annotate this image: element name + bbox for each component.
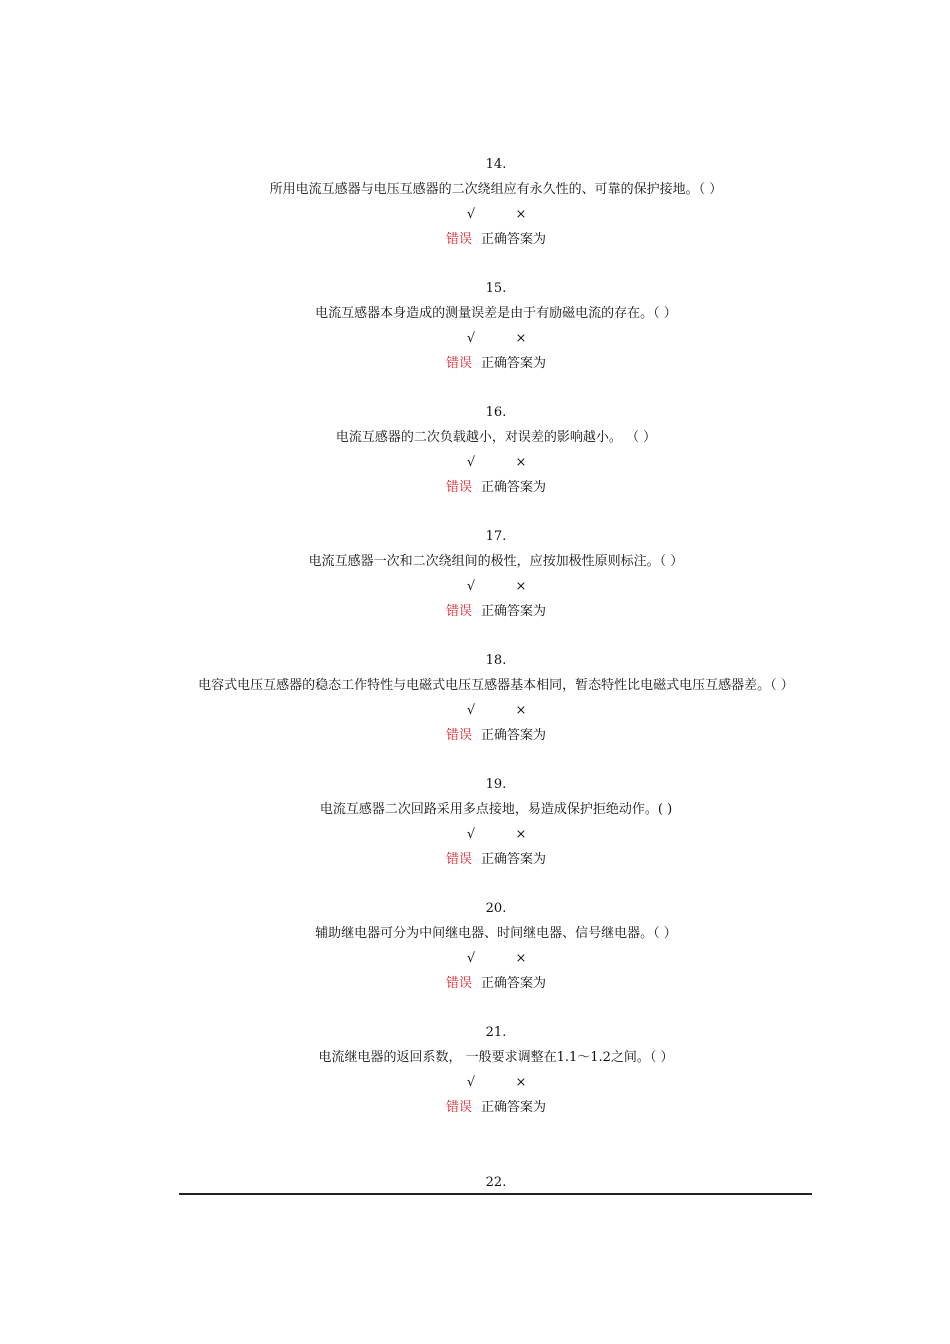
question-21: [180, 1020, 812, 1120]
question-text: 电流互感器的二次负载越小，对误差的影响越小。 （ ）: [335, 430, 657, 445]
wrong-label: 错误: [445, 976, 472, 991]
question-number: 16.: [485, 405, 507, 420]
question-number: 17.: [485, 529, 507, 544]
question-14: [180, 152, 812, 252]
question-text: 电容式电压互感器的稳态工作特性与电磁式电压互感器基本相同，暂态特性比电磁式电压互感器差。（ ）: [198, 678, 794, 693]
answer-options: [180, 450, 812, 475]
question-number: 18.: [485, 653, 507, 668]
question-18: [180, 648, 812, 748]
answer-options: [180, 574, 812, 599]
option-false[interactable]: ×: [515, 951, 527, 966]
option-false[interactable]: ×: [515, 579, 527, 594]
option-false[interactable]: ×: [515, 1075, 527, 1090]
page-footer-rule: [179, 1193, 812, 1195]
option-false[interactable]: ×: [515, 455, 527, 470]
option-false[interactable]: ×: [515, 331, 527, 346]
result-line: [180, 227, 812, 252]
question-text: 所用电流互感器与电压互感器的二次绕组应有永久性的、可靠的保护接地。（ ）: [269, 182, 723, 197]
result-line: [180, 351, 812, 376]
option-false[interactable]: ×: [515, 703, 527, 718]
question-number: 19.: [485, 777, 507, 792]
question-15: [180, 276, 812, 376]
result-line: [180, 475, 812, 500]
question-text: 辅助继电器可分为中间继电器、时间继电器、信号继电器。（ ）: [315, 926, 677, 941]
option-false[interactable]: ×: [515, 827, 527, 842]
question-number: 20.: [485, 901, 507, 916]
question-number: 21.: [485, 1025, 507, 1040]
result-line: [180, 723, 812, 748]
wrong-label: 错误: [445, 1100, 472, 1115]
result-line: [180, 599, 812, 624]
result-line: [180, 971, 812, 996]
answer-options: [180, 326, 812, 351]
result-line: [180, 847, 812, 872]
answer-options: [180, 202, 812, 227]
option-false[interactable]: ×: [515, 207, 527, 222]
correct-answer-label: 正确答案为: [481, 480, 547, 495]
question-19: [180, 772, 812, 872]
answer-options: [180, 698, 812, 723]
option-true[interactable]: √: [466, 455, 476, 470]
question-20: [180, 896, 812, 996]
wrong-label: 错误: [445, 728, 472, 743]
correct-answer-label: 正确答案为: [481, 976, 547, 991]
answer-options: [180, 946, 812, 971]
wrong-label: 错误: [445, 232, 472, 247]
question-22-number: 22.: [485, 1175, 507, 1190]
wrong-label: 错误: [445, 356, 472, 371]
result-line: [180, 1095, 812, 1120]
question-16: [180, 400, 812, 500]
question-text: 电流继电器的返回系数， 一般要求调整在1.1～1.2之间。（ ）: [318, 1050, 674, 1065]
option-true[interactable]: √: [466, 951, 476, 966]
question-text: 电流互感器一次和二次绕组间的极性，应按加极性原则标注。（ ）: [308, 554, 684, 569]
option-true[interactable]: √: [466, 331, 476, 346]
question-text: 电流互感器本身造成的测量误差是由于有励磁电流的存在。（ ）: [315, 306, 677, 321]
option-true[interactable]: √: [466, 827, 476, 842]
question-text: 电流互感器二次回路采用多点接地，易造成保护拒绝动作。( ): [319, 802, 673, 817]
correct-answer-label: 正确答案为: [481, 1100, 547, 1115]
correct-answer-label: 正确答案为: [481, 232, 547, 247]
correct-answer-label: 正确答案为: [481, 728, 547, 743]
option-true[interactable]: √: [466, 1075, 476, 1090]
correct-answer-label: 正确答案为: [481, 356, 547, 371]
wrong-label: 错误: [445, 852, 472, 867]
question-number: 15.: [485, 281, 507, 296]
correct-answer-label: 正确答案为: [481, 604, 547, 619]
correct-answer-label: 正确答案为: [481, 852, 547, 867]
option-true[interactable]: √: [466, 703, 476, 718]
question-number: 14.: [485, 157, 507, 172]
wrong-label: 错误: [445, 604, 472, 619]
option-true[interactable]: √: [466, 207, 476, 222]
question-17: [180, 524, 812, 624]
answer-options: [180, 822, 812, 847]
answer-options: [180, 1070, 812, 1095]
question-list: [180, 152, 812, 1120]
option-true[interactable]: √: [466, 579, 476, 594]
wrong-label: 错误: [445, 480, 472, 495]
